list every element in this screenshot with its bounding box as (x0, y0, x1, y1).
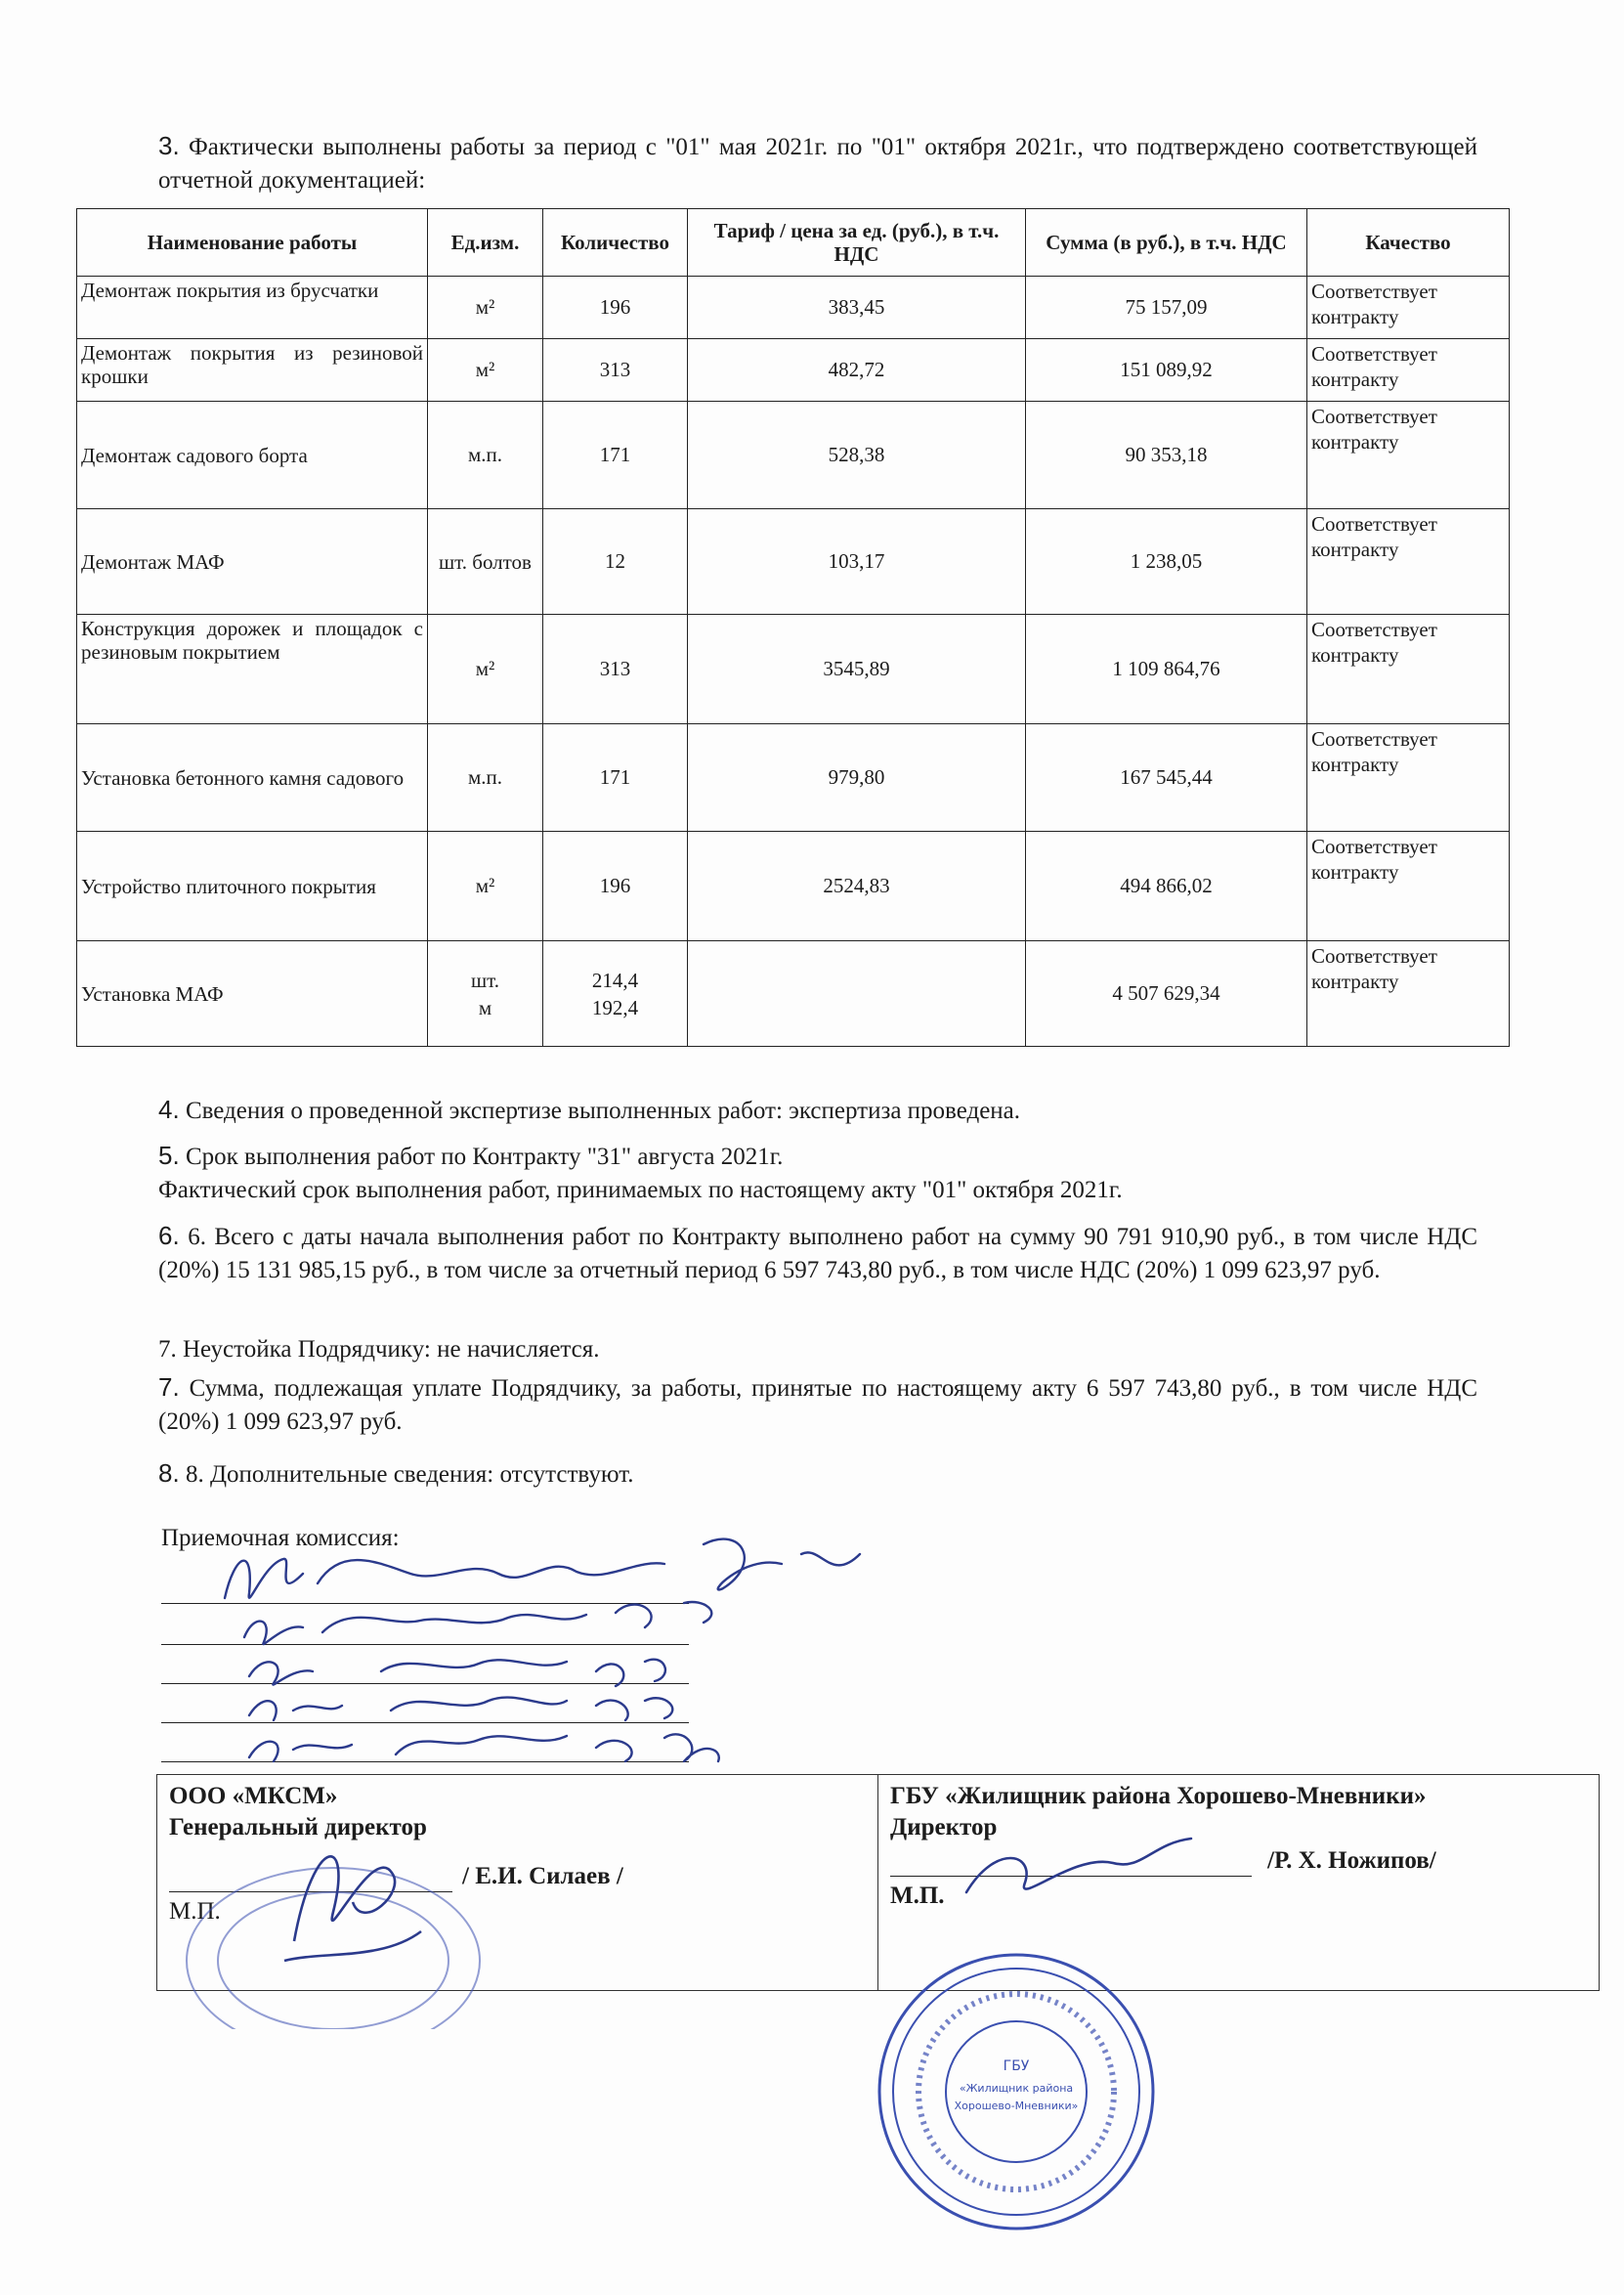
cell-quality: Соответствует контракту (1307, 277, 1510, 339)
table-header-row (77, 209, 1510, 277)
cell-sum: 4 507 629,34 (1026, 941, 1307, 1047)
contractor-role: Генеральный директор (169, 1814, 427, 1840)
contractor-org: ООО «МКСМ» (169, 1783, 338, 1809)
cell-unit: м.п. (428, 724, 543, 832)
section-6-text: 6. Всего с даты начала выполнения работ по Контракту выполнено работ на сумму 90 791 910,90 руб., в том числе НДС (20%) 15 131 985,15 руб., в том числе за отчетный период 6 597 743,80 руб., в том числе НДС (20%) 1 099 623,97 руб. (158, 1224, 1478, 1283)
works-table (76, 208, 1510, 1047)
stamp-center-text: «Жилищник района (959, 2082, 1074, 2095)
cell-qty: 12 (543, 509, 688, 615)
section-6-number: 6. (158, 1221, 180, 1250)
section-7-payment-text: Сумма, подлежащая уплате Подрядчику, за работы, принятые по настоящему акту 6 597 743,80 руб., в том числе НДС (20%) 1 099 623,97 руб. (158, 1375, 1477, 1435)
cell-qty: 313 (543, 615, 688, 724)
cell-price: 482,72 (688, 339, 1026, 402)
cell-quality: Соответствует контракту (1307, 339, 1510, 402)
table-row (77, 941, 1510, 1047)
cell-price: 979,80 (688, 724, 1026, 832)
cell-qty: 196 (543, 832, 688, 941)
cell-name: Устройство плиточного покрытия (77, 832, 428, 941)
section-8-number: 8. (158, 1458, 180, 1488)
section-7-penalty-text: 7. Неустойка Подрядчику: не начисляется. (158, 1336, 600, 1363)
section-3-text: Фактически выполнены работы за период с "01" мая 2021г. по "01" октября 2021г., что подтверждено соответствующей отчетной документацией: (158, 134, 1477, 194)
header-price: Тариф / цена за ед. (руб.), в т.ч. НДС (688, 209, 1026, 277)
signature-scribble-5 (249, 1734, 719, 1761)
customer-mp: М.П. (890, 1883, 945, 1909)
cell-sum: 90 353,18 (1026, 402, 1307, 509)
cell-qty: 313 (543, 339, 688, 402)
section-5-text-2: Фактический срок выполнения работ, принимаемых по настоящему акту "01" октября 2021г. (158, 1177, 1123, 1203)
section-4-text: Сведения о проведенной экспертизе выполненных работ: экспертиза проведена. (185, 1098, 1021, 1124)
cell-sum: 75 157,09 (1026, 277, 1307, 339)
cell-name: Демонтаж покрытия из брусчатки (77, 277, 428, 339)
cell-price: 528,38 (688, 402, 1026, 509)
section-7-penalty (158, 1333, 1477, 1366)
cell-name: Демонтаж покрытия из резиновой крошки (77, 339, 428, 402)
signature-scribble-2 (244, 1602, 711, 1644)
section-5-text: Срок выполнения работ по Контракту "31" августа 2021г. (185, 1144, 784, 1170)
section-7-payment (158, 1370, 1477, 1439)
table-row (77, 724, 1510, 832)
table-row (77, 402, 1510, 509)
cell-price: 3545,89 (688, 615, 1026, 724)
section-5-number: 5. (158, 1141, 180, 1170)
signature-scribble-3 (249, 1660, 665, 1686)
customer-role: Директор (890, 1814, 998, 1840)
contractor-stamp-and-signature (167, 1814, 499, 2029)
header-unit: Ед.изм. (428, 209, 543, 277)
cell-unit-line1: шт. (470, 968, 500, 992)
table-row (77, 509, 1510, 615)
table-row (77, 339, 1510, 402)
section-7-number: 7. (158, 1372, 180, 1402)
customer-signature-ink (957, 1834, 1211, 1912)
cell-quality: Соответствует контракту (1307, 509, 1510, 615)
cell-unit: м² (428, 277, 543, 339)
cell-sum: 1 238,05 (1026, 509, 1307, 615)
cell-qty: 196 (543, 277, 688, 339)
contractor-signature (157, 1775, 877, 1990)
customer-org: ГБУ «Жилищник района Хорошево-Мневники» (890, 1783, 1427, 1809)
contractor-mp: М.П. (169, 1898, 221, 1925)
section-4 (158, 1093, 1477, 1128)
cell-sum: 151 089,92 (1026, 339, 1307, 402)
section-8 (158, 1456, 1477, 1492)
round-stamp (870, 1945, 1163, 2238)
cell-qty: 171 (543, 724, 688, 832)
cell-qty-line1: 214,4 (591, 968, 639, 992)
cell-sum: 494 866,02 (1026, 832, 1307, 941)
cell-quality: Соответствует контракту (1307, 402, 1510, 509)
cell-quality: Соответствует контракту (1307, 615, 1510, 724)
section-5 (158, 1139, 1477, 1207)
signature-scribble-4 (249, 1698, 672, 1720)
section-3-number: 3. (158, 131, 180, 160)
cell-qty (543, 941, 688, 1047)
table-row (77, 832, 1510, 941)
cell-unit: м.п. (428, 402, 543, 509)
signature-scribble-1 (225, 1539, 860, 1598)
header-sum: Сумма (в руб.), в т.ч. НДС (1026, 209, 1307, 277)
cell-unit: м² (428, 339, 543, 402)
cell-price: 2524,83 (688, 832, 1026, 941)
cell-name: Демонтаж МАФ (77, 509, 428, 615)
cell-qty: 171 (543, 402, 688, 509)
stamp-center-text: Хорошево-Мневники» (954, 2100, 1079, 2112)
contractor-name: / Е.И. Силаев / (462, 1863, 623, 1889)
cell-unit: м² (428, 832, 543, 941)
cell-unit: м² (428, 615, 543, 724)
handwritten-signatures (156, 1505, 958, 1769)
cell-sum: 1 109 864,76 (1026, 615, 1307, 724)
cell-name: Установка МАФ (77, 941, 428, 1047)
cell-quality: Соответствует контракту (1307, 941, 1510, 1047)
section-6 (158, 1219, 1477, 1287)
section-4-number: 4. (158, 1095, 180, 1124)
customer-name: /Р. Х. Ножипов/ (1267, 1847, 1436, 1874)
cell-quality: Соответствует контракту (1307, 832, 1510, 941)
table-row (77, 277, 1510, 339)
table-row (77, 615, 1510, 724)
cell-unit (428, 941, 543, 1047)
cell-unit-line2: м (478, 995, 492, 1019)
cell-unit: шт. болтов (428, 509, 543, 615)
header-name: Наименование работы (77, 209, 428, 277)
cell-name: Демонтаж садового борта (77, 402, 428, 509)
header-qty: Количество (543, 209, 688, 277)
cell-quality: Соответствует контракту (1307, 724, 1510, 832)
cell-price (688, 941, 1026, 1047)
section-8-text: 8. Дополнительные сведения: отсутствуют. (185, 1461, 634, 1488)
cell-qty-line2: 192,4 (591, 995, 639, 1019)
cell-name: Конструкция дорожек и площадок с резиновым покрытием (77, 615, 428, 724)
stamp-center-text: ГБУ (1003, 2058, 1030, 2074)
header-quality: Качество (1307, 209, 1510, 277)
cell-name: Установка бетонного камня садового (77, 724, 428, 832)
cell-price: 383,45 (688, 277, 1026, 339)
cell-price: 103,17 (688, 509, 1026, 615)
cell-sum: 167 545,44 (1026, 724, 1307, 832)
section-3 (158, 129, 1477, 197)
commission-label: Приемочная комиссия: (161, 1525, 400, 1551)
